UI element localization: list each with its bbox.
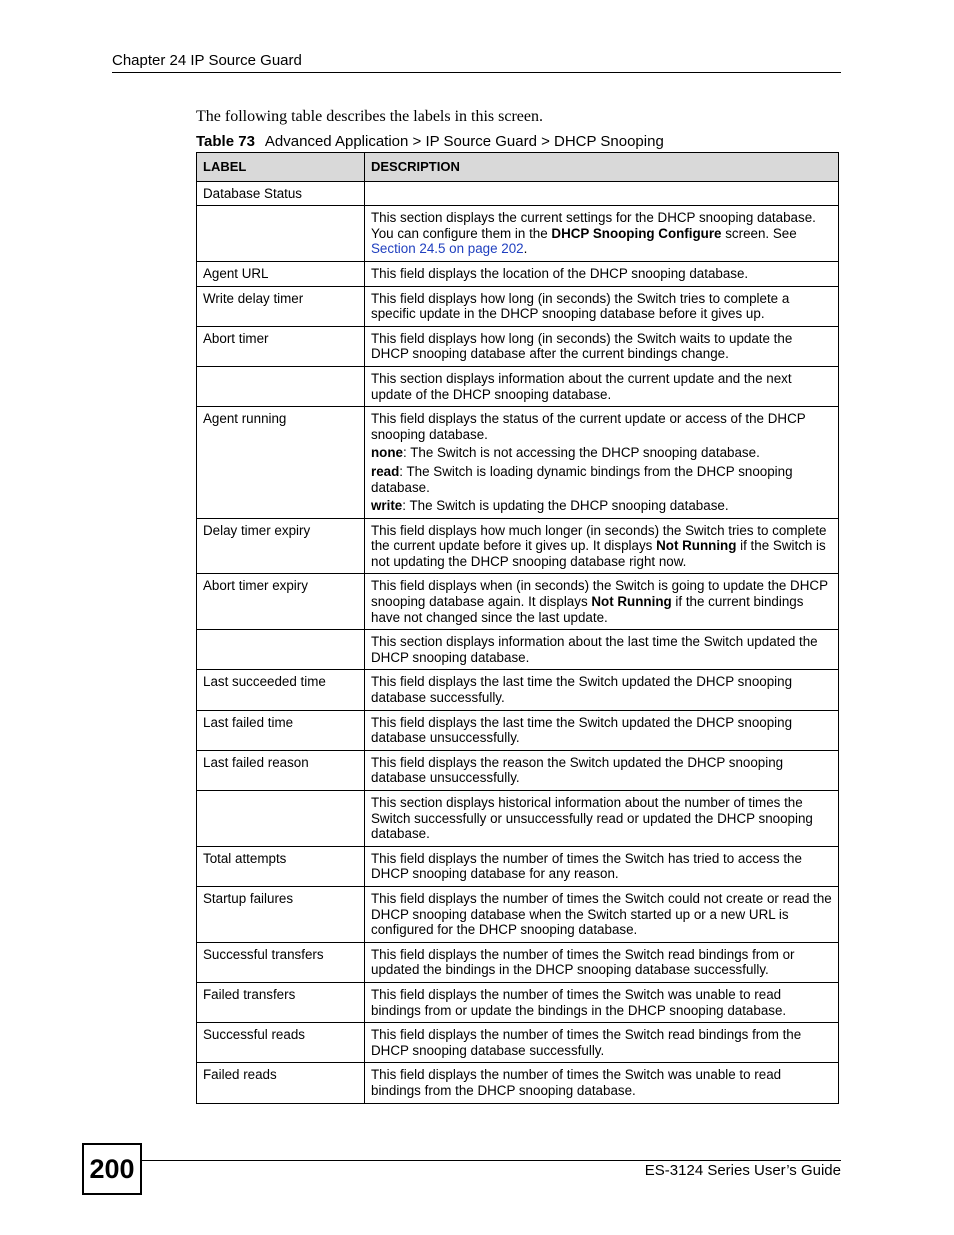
description-text: This field displays the number of times the Switch could not create or read the DHCP snooping database when the Switch started up or a new URL is configured for the DHCP snooping database. — [371, 890, 832, 938]
bold-term: DHCP Snooping Configure — [551, 225, 722, 241]
row-description — [365, 181, 839, 206]
table-number: Table 73 — [196, 133, 255, 150]
row-description — [365, 261, 839, 286]
page-number: 200 — [82, 1143, 142, 1195]
row-label: Last failed reason — [197, 750, 365, 790]
description-paragraph — [371, 371, 832, 402]
description-text: : The Switch is updating the DHCP snooping database. — [402, 498, 729, 514]
description-text: This field displays how long (in seconds) the Switch waits to update the DHCP snooping database after the current bindings change. — [371, 330, 793, 362]
row-label — [197, 206, 365, 262]
description-text: : The Switch is loading dynamic bindings from the DHCP snooping database. — [371, 463, 793, 495]
description-paragraph — [371, 715, 832, 746]
description-paragraph — [371, 498, 832, 514]
bold-term: none — [371, 445, 403, 461]
intro-text: The following table describes the labels in this screen. — [196, 108, 544, 125]
table-row — [197, 942, 839, 982]
description-paragraph — [371, 291, 832, 322]
row-description — [365, 366, 839, 406]
row-label: Startup failures — [197, 886, 365, 942]
description-paragraph — [371, 411, 832, 442]
table-row — [197, 982, 839, 1022]
description-paragraph — [371, 851, 832, 882]
table-row — [197, 366, 839, 406]
row-description — [365, 942, 839, 982]
row-label: Database Status — [197, 181, 365, 206]
footer-rule — [140, 1160, 841, 1161]
table-row — [197, 206, 839, 262]
description-text: if the Switch is not updating the DHCP snooping database right now. — [371, 538, 826, 569]
description-column-header: DESCRIPTION — [365, 153, 839, 182]
description-paragraph — [371, 523, 832, 570]
description-text: This field displays how long (in seconds) the Switch tries to complete a specific update in the DHCP snooping database before it gives up. — [371, 290, 790, 322]
description-text: This field displays the number of times the Switch read bindings from the DHCP snooping database successfully. — [371, 1027, 802, 1058]
description-paragraph — [371, 634, 832, 665]
description-text: This section displays the current settings for the DHCP snooping database. You can configure them in the — [371, 210, 816, 241]
description-paragraph — [371, 1067, 832, 1098]
description-text: This field displays the number of times the Switch has tried to access the DHCP snooping database for any reason. — [371, 850, 802, 882]
row-label: Last succeeded time — [197, 670, 365, 710]
table-row — [197, 1063, 839, 1103]
bold-term: write — [371, 498, 403, 514]
bold-term: Not Running — [591, 594, 672, 610]
description-text: This section displays information about the current update and the next update of the DHCP snooping database. — [371, 370, 792, 402]
description-text: This field displays the location of the DHCP snooping database. — [371, 265, 749, 281]
row-label: Last failed time — [197, 710, 365, 750]
description-text: This field displays the number of times the Switch read bindings from or updated the bindings in the DHCP snooping database successfully. — [371, 946, 795, 978]
row-description — [365, 206, 839, 262]
table-row — [197, 670, 839, 710]
row-description — [365, 846, 839, 886]
row-label: Abort timer expiry — [197, 574, 365, 630]
description-paragraph — [371, 674, 832, 705]
row-description — [365, 1023, 839, 1063]
description-paragraph — [371, 891, 832, 938]
table-row — [197, 886, 839, 942]
description-paragraph — [371, 331, 832, 362]
description-paragraph — [371, 755, 832, 786]
table-row — [197, 574, 839, 630]
row-description — [365, 518, 839, 574]
row-label: Total attempts — [197, 846, 365, 886]
description-text: This section displays historical information about the number of times the Switch successfully or unsuccessfully read or updated the DHCP snooping database. — [371, 795, 813, 842]
row-description — [365, 750, 839, 790]
description-paragraph — [371, 266, 832, 282]
cross-reference-link[interactable]: Section 24.5 on page 202 — [371, 241, 524, 257]
description-text: This field displays the number of times the Switch was unable to read bindings from or update the bindings in the DHCP snooping database. — [371, 986, 787, 1018]
description-text: : The Switch is not accessing the DHCP snooping database. — [403, 445, 760, 461]
table-row — [197, 261, 839, 286]
row-label: Delay timer expiry — [197, 518, 365, 574]
table-row — [197, 791, 839, 847]
row-description — [365, 886, 839, 942]
row-description — [365, 670, 839, 710]
row-description — [365, 574, 839, 630]
table-row — [197, 326, 839, 366]
description-paragraph — [371, 947, 832, 978]
table-row — [197, 846, 839, 886]
table-caption — [196, 133, 664, 150]
description-text: if the current bindings have not changed since the last update. — [371, 594, 804, 625]
description-paragraph — [371, 987, 832, 1018]
table-row — [197, 630, 839, 670]
guide-title: ES-3124 Series User’s Guide — [644, 1162, 841, 1179]
row-label: Failed transfers — [197, 982, 365, 1022]
table-row — [197, 286, 839, 326]
description-paragraph — [371, 1027, 832, 1058]
table-row — [197, 1023, 839, 1063]
table-row — [197, 181, 839, 206]
description-paragraph — [371, 464, 832, 495]
description-text: This field displays the reason the Switch updated the DHCP snooping database unsuccessfully. — [371, 754, 784, 786]
row-description — [365, 710, 839, 750]
description-text: This field displays the status of the current update or access of the DHCP snooping database. — [371, 411, 806, 442]
table-title: Advanced Application > IP Source Guard > DHCP Snooping — [264, 133, 664, 150]
row-label — [197, 366, 365, 406]
row-description — [365, 1063, 839, 1103]
row-label: Abort timer — [197, 326, 365, 366]
description-paragraph — [371, 445, 832, 461]
row-label: Agent running — [197, 407, 365, 519]
description-text: This field displays how much longer (in seconds) the Switch tries to complete the current update before it gives up. It displays — [371, 522, 827, 554]
row-label — [197, 630, 365, 670]
description-paragraph — [371, 210, 832, 257]
chapter-header: Chapter 24 IP Source Guard — [112, 52, 302, 69]
table-body — [197, 181, 839, 1103]
description-paragraph — [371, 578, 832, 625]
table-row — [197, 710, 839, 750]
row-description — [365, 630, 839, 670]
bold-term: Not Running — [656, 538, 737, 554]
row-description — [365, 791, 839, 847]
row-label: Successful reads — [197, 1023, 365, 1063]
table-header-row — [197, 153, 839, 182]
table-row — [197, 750, 839, 790]
description-text: This field displays the last time the Switch updated the DHCP snooping database successfully. — [371, 674, 793, 706]
description-text: This field displays when (in seconds) the Switch is going to update the DHCP snooping database again. It displays — [371, 578, 828, 610]
label-column-header: LABEL — [197, 153, 365, 182]
description-text: This field displays the last time the Switch updated the DHCP snooping database unsuccessfully. — [371, 714, 793, 746]
label-description-table — [196, 152, 839, 1104]
row-description — [365, 286, 839, 326]
row-description — [365, 407, 839, 519]
table-row — [197, 518, 839, 574]
description-text: This section displays information about the last time the Switch updated the DHCP snooping database. — [371, 634, 818, 665]
bold-term: read — [371, 463, 400, 479]
description-text: screen. See — [721, 225, 797, 241]
description-text: . — [523, 241, 528, 257]
description-paragraph — [371, 795, 832, 842]
row-label — [197, 791, 365, 847]
row-label: Successful transfers — [197, 942, 365, 982]
header-rule — [112, 72, 841, 73]
table-row — [197, 407, 839, 519]
row-label: Agent URL — [197, 261, 365, 286]
row-label: Write delay timer — [197, 286, 365, 326]
row-description — [365, 326, 839, 366]
row-label: Failed reads — [197, 1063, 365, 1103]
description-text: This field displays the number of times the Switch was unable to read bindings from the DHCP snooping database. — [371, 1067, 782, 1098]
row-description — [365, 982, 839, 1022]
